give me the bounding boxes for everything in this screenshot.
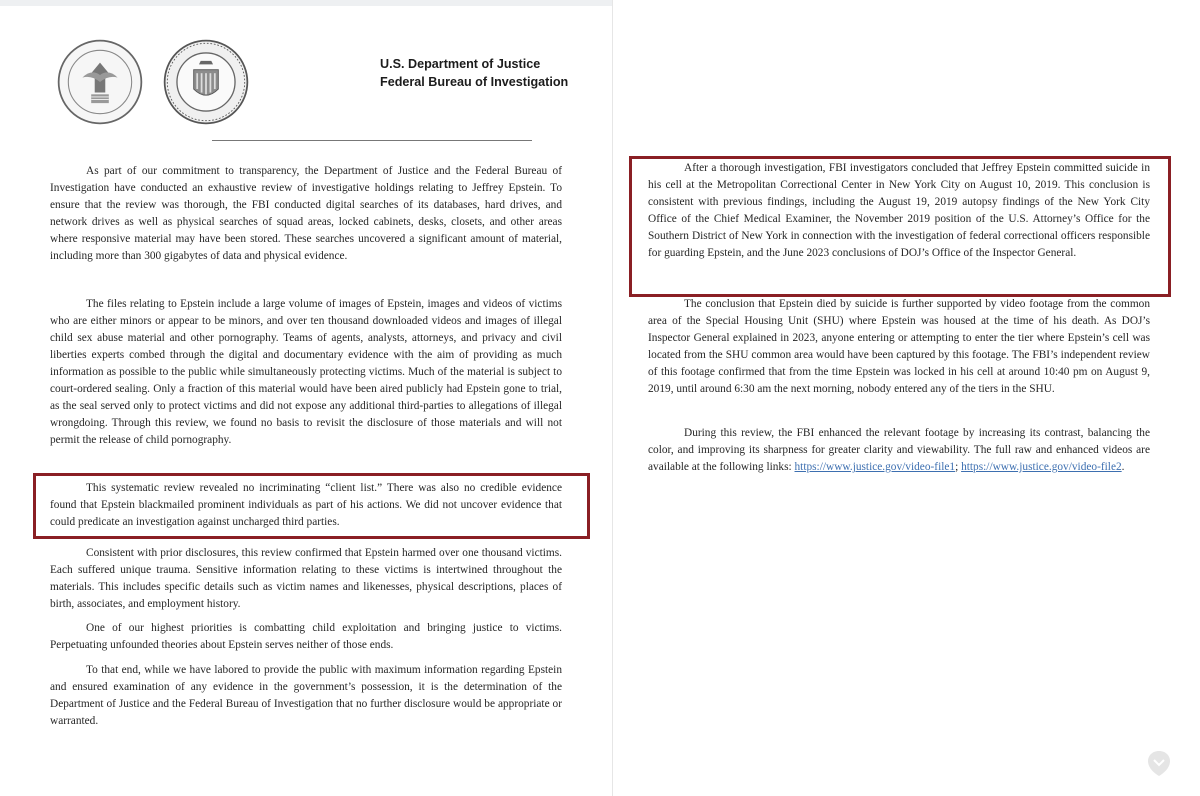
paragraph-review-scope: As part of our commitment to transparency, the Department of Justice and the Federal Bureau of Investigation have conducted an exhaustive review of investigative holdings relating to Jeffrey Epstein. To ensure that the review was thorough, the FBI conducted digital searches of its databases, hard drives, and network drives as well as physical searches of squad areas, locked cabinets, desks, closets, and other areas where responsive material may have been stored. These searches uncovered a significant amount of material, including more than 300 gigabytes of data and physical evidence. [50, 165, 562, 262]
paragraph-video-footage: The conclusion that Epstein died by suicide is further supported by video footage from the common area of the Special Housing Unit (SHU) where Epstein was housed at the time of his death. As DOJ’s Inspector General explained in 2023, anyone entering or attempting to enter the tier where Epstein’s cell was located from the SHU common area would have been captured by this footage. The FBI’s independent review of this footage confirmed that from the time Epstein was locked in his cell at around 10:40 pm on August 9, 2019, until around 6:30 am the next morning, nobody entered any of the tiers in the SHU. [648, 298, 1150, 395]
paragraph-determination: To that end, while we have labored to provide the public with maximum information regarding Epstein and ensured examination of any evidence in the government’s possession, it is the determination of the Department of Justice and the Federal Bureau of Investigation that no further disclosure would be appropriate or warranted. [50, 664, 562, 727]
paragraph-files-content: The files relating to Epstein include a large volume of images of Epstein, images and videos of victims who are either minors or appear to be minors, and over ten thousand downloaded videos and images of illegal child sex abuse material and other pornography. Teams of agents, analysts, attorneys, and privacy and civil liberties experts combed through the digital and documentary evidence with the aim of providing as much information as possible to the public while simultaneously protecting victims. Much of the material is subject to court-ordered sealing. Only a fraction of this material would have been aired publicly had Epstein gone to trial, as the seal served only to protect victims and did not expose any additional third-parties to allegations of illegal wrongdoing. Through this review, we found no basis to revisit the disclosure of those materials and will not permit the release of child pornography. [50, 298, 562, 446]
paragraph-suicide-conclusion: After a thorough investigation, FBI investigators concluded that Jeffrey Epstein committed suicide in his cell at the Metropolitan Correctional Center in New York City on August 10, 2019. This conclusion is consistent with previous findings, including the August 19, 2019 autopsy findings of the New York City Office of the Chief Medical Examiner, the November 2019 position of the U.S. Attorney’s Office for the Southern District of New York in connection with the investigation of federal correctional officers responsible for guarding Epstein, and the June 2023 conclusions of DOJ’s Office of the Inspector General. [648, 162, 1150, 259]
highlight-box-client-list [33, 473, 590, 539]
paragraph-victims: Consistent with prior disclosures, this review confirmed that Epstein harmed over one thousand victims. Each suffered unique trauma. Sensitive information relating to these victims is intertwined throughout the materials. This includes specific details such as victim names and likenesses, physical descriptions, places of birth, associates, and employment history. [50, 547, 562, 610]
fbi-seal-icon [162, 38, 250, 126]
paragraph-no-client-list: This systematic review revealed no incriminating “client list.” There was also no credible evidence found that Epstein blackmailed prominent individuals as part of his actions. We did not uncover evidence that could predicate an investigation against uncharged third parties. [50, 482, 562, 528]
watermark-logo-icon [1144, 748, 1174, 778]
link-separator: ; [955, 461, 959, 473]
agency-header [380, 55, 568, 91]
doj-seal-icon [56, 38, 144, 126]
video-link-1[interactable]: https://www.justice.gov/video-file1 [794, 461, 956, 473]
document-page-2 [614, 0, 1200, 796]
enhanced-footage-text: During this review, the FBI enhanced the relevant footage by increasing its contrast, balancing the color, and improving its sharpness for greater clarity and viewability. The full raw and enhanced videos are available at the following links: [648, 427, 1150, 473]
paragraph-ending: . [1121, 461, 1125, 473]
page-top-edge [0, 0, 612, 6]
header-divider [212, 140, 532, 141]
agency-line-doj: U.S. Department of Justice [380, 57, 541, 71]
video-link-2[interactable]: https://www.justice.gov/video-file2 [961, 461, 1122, 473]
paragraph-priorities: One of our highest priorities is combatting child exploitation and bringing justice to victims. Perpetuating unfounded theories about Epstein serves neither of those ends. [50, 622, 562, 651]
highlight-box-suicide-conclusion [629, 156, 1171, 297]
agency-line-fbi: Federal Bureau of Investigation [380, 75, 569, 89]
paragraph-enhanced-footage [648, 425, 1150, 476]
